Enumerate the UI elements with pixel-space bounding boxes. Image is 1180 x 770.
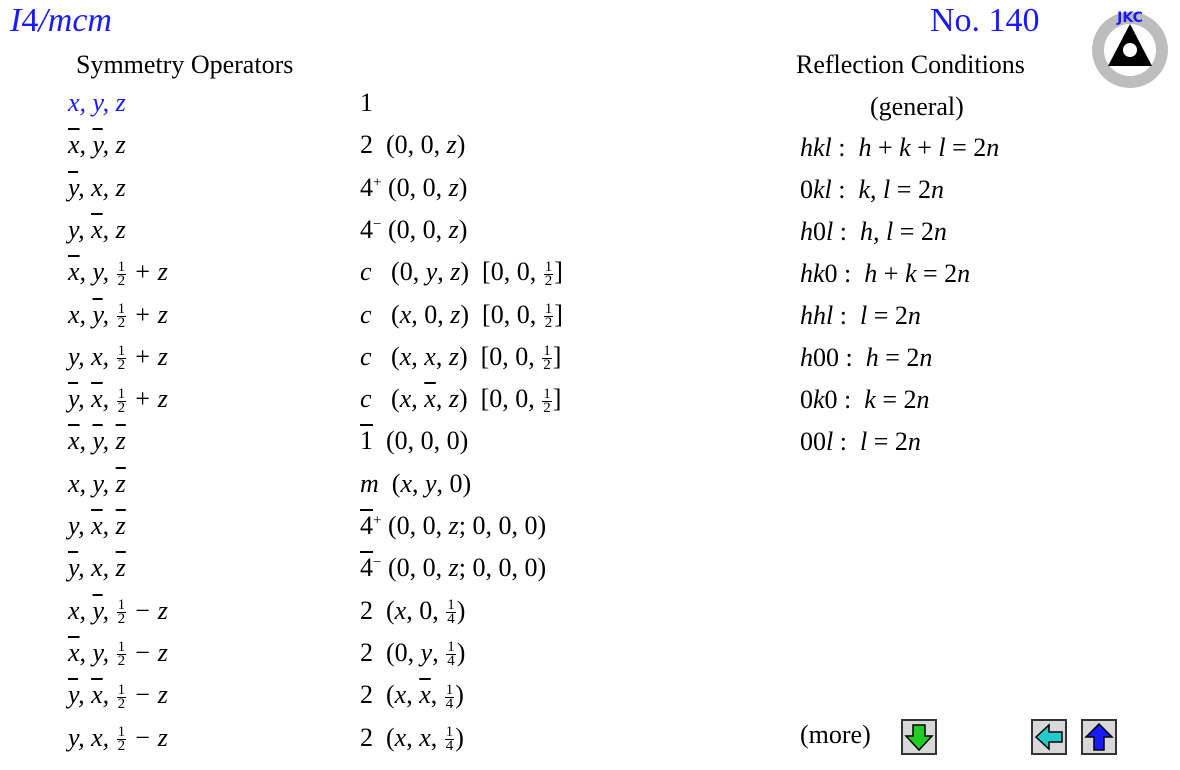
coordinate-triplet: $\overline{x}$, y, $\frac{1}{2}$ − z bbox=[68, 637, 168, 670]
reflection-condition: 0k0 : k = 2n bbox=[800, 385, 930, 414]
symmetry-operator-row bbox=[0, 469, 780, 509]
reflection-condition: hhl : l = 2n bbox=[800, 301, 921, 330]
symmetry-element: 2 (0, y, $\frac{1}{4}$ ) bbox=[360, 637, 466, 670]
symmetry-operator-row bbox=[0, 638, 780, 678]
coordinate-triplet: y, x, $\frac{1}{2}$ − z bbox=[68, 722, 168, 755]
coordinate-triplet: y, x, $\frac{1}{2}$ + z bbox=[68, 341, 168, 374]
reflection-condition: h0l : h, l = 2n bbox=[800, 217, 947, 246]
symmetry-element: 2 (0, 0, z) bbox=[360, 130, 466, 160]
coordinate-triplet: $\overline{y}$, x, z bbox=[68, 172, 126, 202]
symmetry-operator-row bbox=[0, 300, 780, 340]
symmetry-operator-row bbox=[0, 511, 780, 551]
svg-text:JKC: JKC bbox=[1117, 10, 1143, 26]
more-label: (more) bbox=[800, 720, 871, 749]
more-down-button[interactable] bbox=[901, 719, 937, 755]
coordinate-triplet: y, $\overline{x}$, $\overline{z}$ bbox=[68, 511, 126, 540]
symmetry-operator-row bbox=[0, 384, 780, 424]
symmetry-operator-row bbox=[0, 342, 780, 382]
symmetry-element: m (x, y, 0) bbox=[360, 468, 472, 498]
coordinate-triplet: $\overline{x}$, $\overline{y}$, $\overline{z}$ bbox=[68, 426, 126, 456]
reflection-conditions-heading: Reflection Conditions bbox=[796, 50, 1025, 79]
down-arrow-icon bbox=[904, 722, 934, 752]
symmetry-operator-row bbox=[0, 680, 780, 720]
coordinate-triplet: $\overline{y}$, $\overline{x}$, $\frac{1}{2}$ − z bbox=[68, 680, 168, 712]
coordinate-triplet: x, $\overline{y}$, $\frac{1}{2}$ + z bbox=[68, 299, 168, 332]
space-group-number: No. 140 bbox=[930, 2, 1040, 39]
left-arrow-icon bbox=[1034, 722, 1064, 752]
symmetry-element: 1 bbox=[360, 88, 373, 117]
coordinate-triplet: $\overline{x}$, $\overline{y}$, z bbox=[68, 130, 126, 160]
symmetry-operator-row bbox=[0, 257, 780, 297]
up-arrow-icon bbox=[1084, 722, 1114, 752]
symmetry-element: 4− (0, 0, z; 0, 0, 0) bbox=[360, 553, 547, 583]
reflection-general-label: (general) bbox=[870, 92, 964, 121]
symmetry-operator-row bbox=[0, 596, 780, 636]
symmetry-element: c (x, $\overline{x}$, z) [0, 0, $\frac{1}{2}$ ] bbox=[360, 384, 562, 416]
symmetry-element: 1 (0, 0, 0) bbox=[360, 426, 469, 456]
symmetry-element: c (0, y, z) [0, 0, $\frac{1}{2}$ ] bbox=[360, 257, 563, 289]
symmetry-element: 4− (0, 0, z) bbox=[360, 214, 468, 244]
symmetry-operator-row bbox=[0, 723, 780, 763]
previous-button[interactable] bbox=[1031, 719, 1067, 755]
symmetry-operator-row bbox=[0, 215, 780, 255]
symmetry-operator-row bbox=[0, 88, 780, 128]
symmetry-element: 4+ (0, 0, z; 0, 0, 0) bbox=[360, 511, 547, 540]
symmetry-element: 2 (x, 0, $\frac{1}{4}$ ) bbox=[360, 595, 466, 628]
coordinate-triplet: x, y, $\overline{z}$ bbox=[68, 468, 126, 498]
coordinate-triplet: $\overline{x}$, y, $\frac{1}{2}$ + z bbox=[68, 257, 168, 289]
jkc-logo-icon bbox=[1090, 10, 1170, 90]
symmetry-element: c (x, x, z) [0, 0, $\frac{1}{2}$ ] bbox=[360, 341, 562, 374]
symmetry-operator-row bbox=[0, 173, 780, 213]
symmetry-operator-row bbox=[0, 426, 780, 466]
symmetry-operators-heading: Symmetry Operators bbox=[76, 50, 294, 79]
coordinate-triplet: $\overline{y}$, x, $\overline{z}$ bbox=[68, 553, 126, 583]
symmetry-element: 2 (x, x, $\frac{1}{4}$ ) bbox=[360, 722, 464, 755]
up-button[interactable] bbox=[1081, 719, 1117, 755]
symmetry-operator-row bbox=[0, 130, 780, 170]
symmetry-element: 2 (x, $\overline{x}$, $\frac{1}{4}$ ) bbox=[360, 680, 464, 712]
coordinate-triplet: x, $\overline{y}$, $\frac{1}{2}$ − z bbox=[68, 595, 168, 628]
reflection-condition: 0kl : k, l = 2n bbox=[800, 175, 944, 204]
reflection-condition: hk0 : h + k = 2n bbox=[800, 259, 971, 288]
symmetry-element: 4+ (0, 0, z) bbox=[360, 172, 468, 202]
coordinate-triplet[interactable]: x, y, z bbox=[68, 88, 126, 117]
reflection-condition: h00 : h = 2n bbox=[800, 343, 933, 372]
symmetry-element: c (x, 0, z) [0, 0, $\frac{1}{2}$ ] bbox=[360, 299, 563, 332]
reflection-condition: hkl : h + k + l = 2n bbox=[800, 133, 1000, 162]
coordinate-triplet: $\overline{y}$, $\overline{x}$, $\frac{1}{2}$ + z bbox=[68, 384, 168, 416]
space-group-title: I4/mcm bbox=[10, 2, 112, 39]
reflection-condition: 00l : l = 2n bbox=[800, 427, 921, 456]
symmetry-operator-row bbox=[0, 553, 780, 593]
coordinate-triplet: y, $\overline{x}$, z bbox=[68, 214, 126, 244]
